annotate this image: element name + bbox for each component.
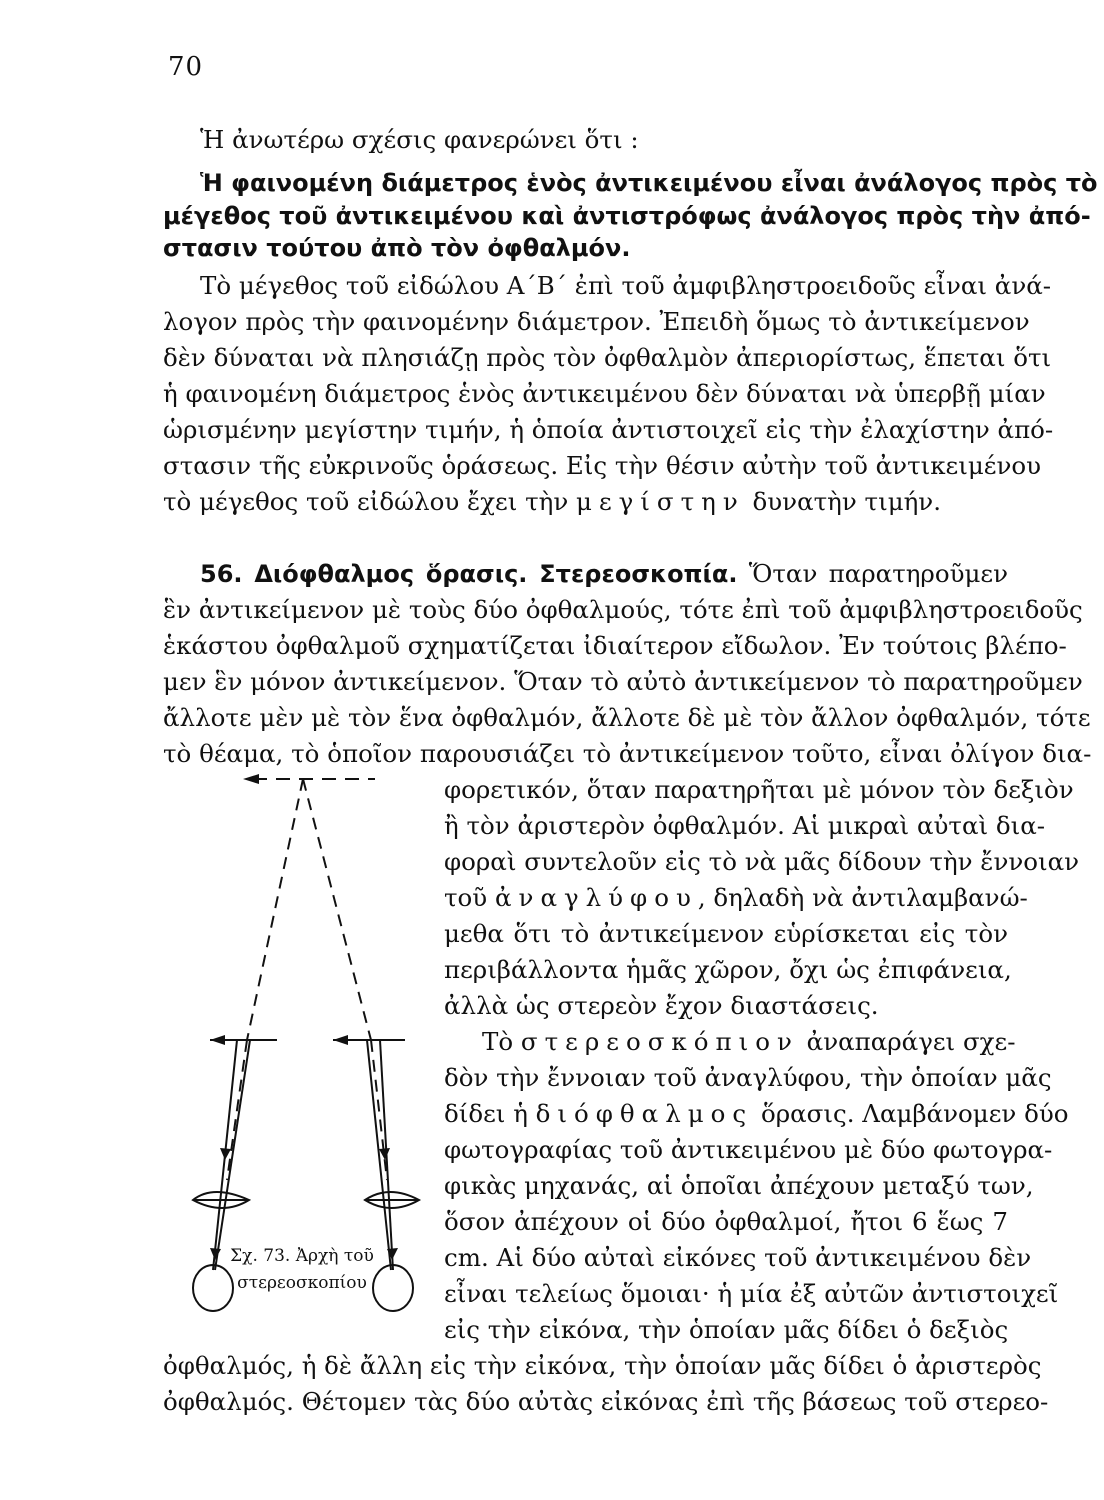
stereo-line-6: ὅσον ἀπέχουν οἱ δύο ὀφθαλμοί, ἤτοι 6 ἕως 7 (444, 1207, 1008, 1236)
sight-line-left (247, 779, 303, 1040)
section56-line-9: φοραὶ συντελοῦν εἰς τὸ νὰ μᾶς δίδουν τὴν ἔννοιαν (444, 847, 1080, 876)
right-image-arrowhead-icon (333, 1035, 348, 1045)
emphasis-spaced: στερεοσκόπιον (520, 1027, 799, 1056)
section56-line-7: φορετικόν, ὅταν παρατηρῆται μὲ μόνον τὸν δεξιὸν (444, 775, 1074, 804)
law-line-3: στασιν τούτου ἀπὸ τὸν ὀφθαλμόν. (163, 234, 631, 262)
section56-line-10: τοῦ ἀναγλύφου, δηλαδὴ νὰ ἀντιλαμβανώ- (444, 883, 1028, 912)
figure-caption-line-2: στερεοσκοπίου (237, 1273, 367, 1293)
emphasis-spaced: μεγίστην (576, 487, 745, 516)
para1-line-6: στασιν τῆς εὐκρινοῦς ὁράσεως. Εἰς τὴν θέσιν αὐτὴν τοῦ ἀντικειμένου (163, 451, 1041, 480)
section56-line-6: τὸ θέαμα, τὸ ὁποῖον παρουσιάζει τὸ ἀντικείμενον τοῦτο, εἶναι ὀλίγον δια- (163, 739, 1092, 768)
section56-line-11: μεθα ὅτι τὸ ἀντικείμενον εὑρίσκεται εἰς τὸν (444, 919, 1008, 948)
sight-line-right (303, 779, 371, 1040)
emphasis-spaced: διόφθαλμος (535, 1099, 754, 1128)
law-line-2: μέγεθος τοῦ ἀντικειμένου καὶ ἀντιστρόφως ἀνάλογος πρὸς τὴν ἀπό- (163, 202, 1091, 230)
section56-line-13: ἀλλὰ ὡς στερεὸν ἔχον διαστάσεις. (444, 991, 879, 1020)
stereo-line-2: δὸν τὴν ἔννοιαν τοῦ ἀναγλύφου, τὴν ὁποίαν μᾶς (444, 1063, 1052, 1092)
section-56-first-line: 56. Διόφθαλμος ὅρασις. Στερεοσκοπία. Ὅταν παρατηροῦμεν (200, 559, 1008, 588)
stereo-line-10: ὀφθαλμός, ἡ δὲ ἄλλη εἰς τὴν εἰκόνα, τὴν ὁποίαν μᾶς δίδει ὁ ἀριστερὸς (163, 1351, 1042, 1380)
left-image-arrowhead-icon (210, 1035, 225, 1045)
section56-line-4: μεν ἓν μόνον ἀντικείμενον. Ὅταν τὸ αὐτὸ ἀντικείμενον τὸ παρατηροῦμεν (163, 667, 1083, 696)
stereo-line-11: ὀφθαλμός. Θέτομεν τὰς δύο αὐτὰς εἰκόνας ἐπὶ τῆς βάσεως τοῦ στερεο- (163, 1387, 1049, 1416)
stereo-line-4: φωτογραφίας τοῦ ἀντικειμένου μὲ δύο φωτογρα- (444, 1135, 1053, 1164)
para1-line-4: ἡ φαινομένη διάμετρος ἑνὸς ἀντικειμένου δὲν δύναται νὰ ὑπερβῇ μίαν (163, 379, 1046, 408)
section56-line-8: ἢ τὸν ἀριστερὸν ὀφθαλμόν. Αἱ μικραὶ αὐταὶ δια- (444, 811, 1046, 840)
para1-line-2: λογον πρὸς τὴν φαινομένην διάμετρον. Ἐπειδὴ ὅμως τὸ ἀντικείμενον (163, 307, 1030, 336)
intro-line: Ἡ ἀνωτέρω σχέσις φανερώνει ὅτι : (200, 125, 639, 154)
left-ray-arrow-icon (220, 1148, 231, 1160)
right-ray-arrow-icon (379, 1148, 390, 1160)
emphasis-spaced: ἀναγλύφου (495, 883, 698, 912)
page-number: 70 (168, 52, 204, 82)
stereo-line-8: εἶναι τελείως ὅμοιαι· ἡ μία ἐξ αὐτῶν ἀντιστοιχεῖ (444, 1279, 1059, 1308)
section56-line-3: ἑκάστου ὀφθαλμοῦ σχηματίζεται ἰδιαίτερον εἴδωλον. Ἐν τούτοις βλέπο- (163, 631, 1067, 660)
section56-line-5: ἄλλοτε μὲν μὲ τὸν ἕνα ὀφθαλμόν, ἄλλοτε δὲ μὲ τὸν ἄλλον ὀφθαλμόν, τότε (163, 703, 1091, 732)
para1-line-5: ὡρισμένην μεγίστην τιμήν, ἡ ὁποία ἀντιστοιχεῖ εἰς τὴν ἐλαχίστην ἀπό- (163, 415, 1054, 444)
para1-line-7: τὸ μέγεθος τοῦ εἰδώλου ἔχει τὴν μεγίστην δυνατὴν τιμήν. (163, 487, 941, 516)
para1-line-3: δὲν δύναται νὰ πλησιάζῃ πρὸς τὸν ὀφθαλμὸν ἀπεριορίστως, ἕπεται ὅτι (163, 343, 1052, 372)
section56-line-2: ἓν ἀντικείμενον μὲ τοὺς δύο ὀφθαλμούς, τότε ἐπὶ τοῦ ἀμφιβληστροειδοῦς (163, 595, 1083, 624)
section-heading: 56. Διόφθαλμος ὅρασις. Στερεοσκοπία. (200, 560, 738, 588)
figure-caption-line-1: Σχ. 73. Ἀρχὴ τοῦ (230, 1246, 374, 1266)
para1-line-1: Τὸ μέγεθος τοῦ εἰδώλου Α΄Β΄ ἐπὶ τοῦ ἀμφιβληστροειδοῦς εἶναι ἀνά- (200, 271, 1052, 300)
stereoscope-diagram (175, 760, 435, 1320)
law-line-1: Ἡ φαινομένη διάμετρος ἑνὸς ἀντικειμένου εἶναι ἀνάλογος πρὸς τὸ (200, 169, 1098, 197)
stereo-line-1: Τὸ στερεοσκόπιον ἀναπαράγει σχε- (482, 1027, 1016, 1056)
stereo-line-3: δίδει ἡ διόφθαλμος ὅρασις. Λαμβάνομεν δύο (444, 1099, 1069, 1128)
object-arrowhead-icon (243, 774, 259, 784)
stereo-line-9: εἰς τὴν εἰκόνα, τὴν ὁποίαν μᾶς δίδει ὁ δεξιὸς (444, 1315, 1009, 1344)
stereo-line-5: φικὰς μηχανάς, αἱ ὁποῖαι ἀπέχουν μεταξύ των, (444, 1171, 1034, 1200)
section56-line-12: περιβάλλοντα ἡμᾶς χῶρον, ὄχι ὡς ἐπιφάνεια, (444, 955, 1012, 984)
stereo-line-7: cm. Αἱ δύο αὐταὶ εἰκόνες τοῦ ἀντικειμένου δὲν (444, 1243, 1032, 1272)
